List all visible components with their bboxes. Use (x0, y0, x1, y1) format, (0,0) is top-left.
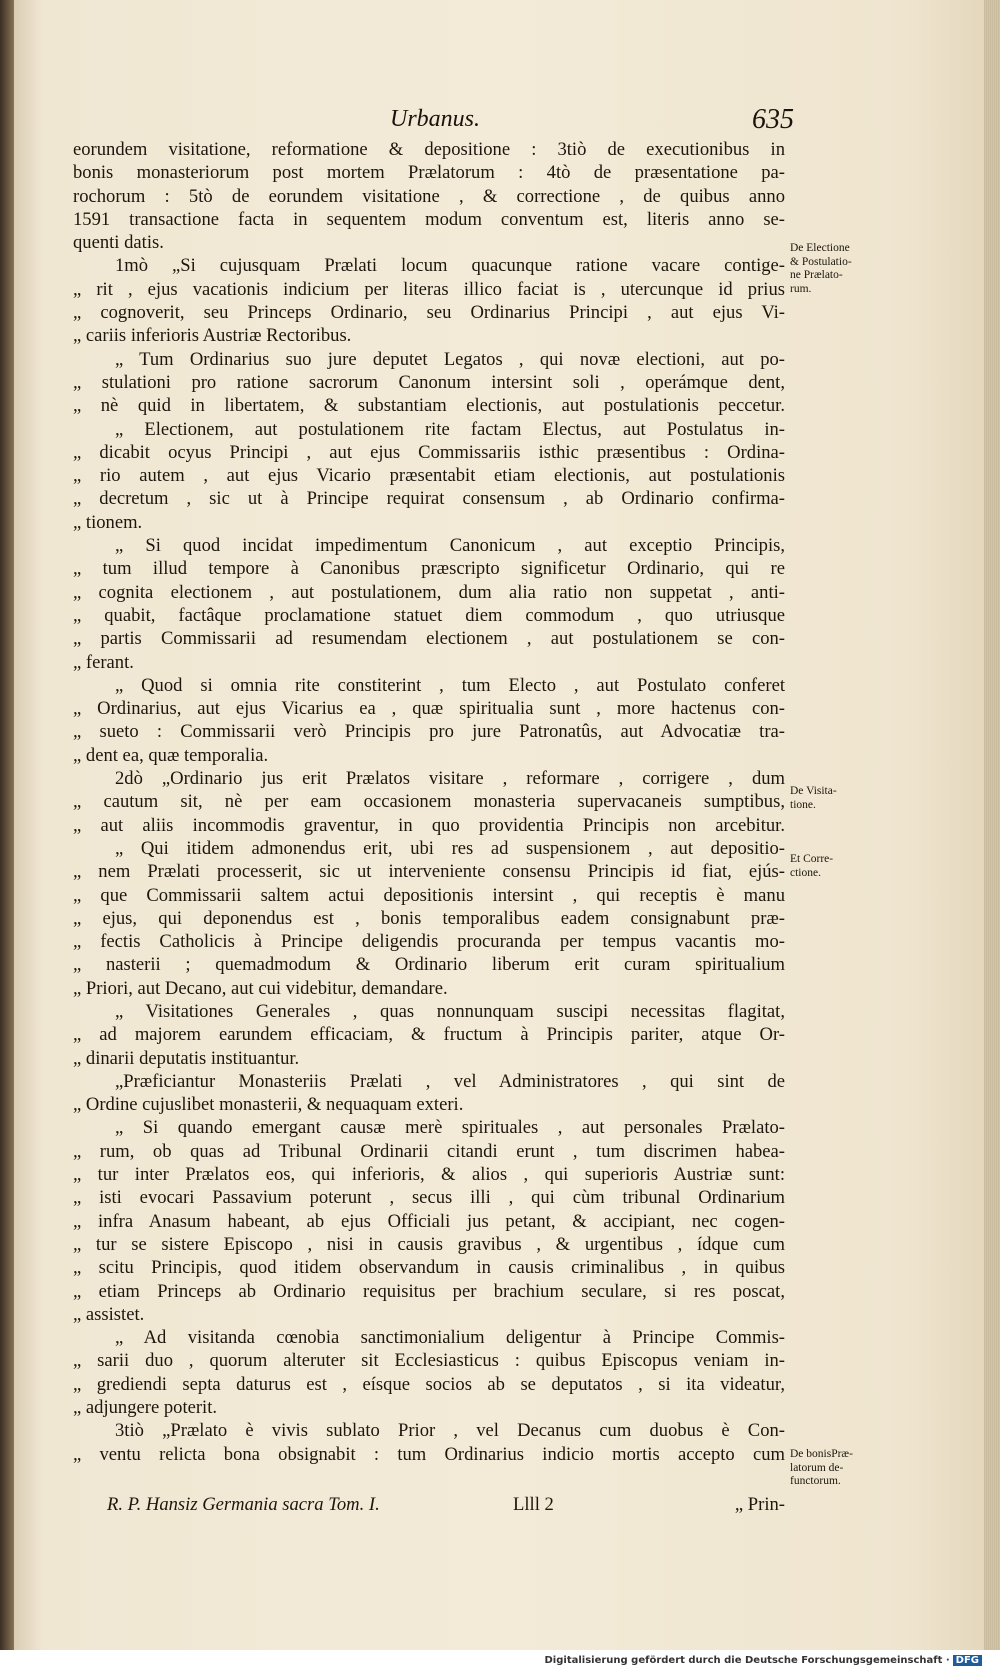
dfg-logo: DFG (953, 1655, 982, 1666)
page-edges (984, 0, 1000, 1650)
page-header (70, 104, 794, 138)
text-line: „ isti evocari Passavium poterunt , secus illi , qui cùm tribunal Ordinarium (73, 1187, 785, 1209)
text-line: „ rum, ob quas ad Tribunal Ordinarii citandi erunt , tum discrimen habea- (73, 1140, 785, 1162)
text-line: „ Ordinarius, aut ejus Vicarius ea , quæ spiritualia sunt , more hactenus con- (73, 698, 785, 720)
text-line: „ Priori, aut Decano, aut cui videbitur, demandare. (73, 977, 448, 999)
text-line: „ tur inter Prælatos eos, qui inferioris, & alios , qui superioris Austriæ sunt: (73, 1164, 785, 1186)
text-line: „ decretum , sic ut à Principe requirat consensum , ab Ordinario confirma- (73, 488, 785, 510)
text-line: 1mò „Si cujusquam Prælati locum quacunque ratione vacare contige- (115, 255, 785, 277)
notice-text: Digitalisierung gefördert durch die Deutsche Forschungsgemeinschaft · (544, 1655, 950, 1666)
marginal-line: De Electione (790, 242, 850, 254)
text-line: „ dinarii deputatis instituantur. (73, 1047, 300, 1069)
text-line: „ adjungere poterit. (73, 1397, 218, 1419)
marginal-line: ne Prælato- (790, 269, 843, 281)
signature-mark: Llll 2 (513, 1494, 554, 1515)
text-line: „ ventu relicta bona obsignabit : tum Ordinarius indicio mortis accepto cum (73, 1443, 785, 1465)
text-line: „ scitu Principis, quod itidem observandum in causis criminalibus , in quibus (73, 1257, 785, 1279)
text-line: „ Qui itidem admonendus erit, ubi res ad suspensionem , aut depositio- (115, 837, 785, 859)
text-line: „ cautum sit, nè per eam occasionem monasteria supervacaneis sumptibus, (73, 791, 785, 813)
text-line: „ ferant. (73, 651, 134, 673)
marginal-line: Et Corre- (790, 853, 834, 865)
marginal-note-correction (790, 853, 880, 880)
text-line: „ Visitationes Generales , quas nonnunquam suscipi necessitas flagitat, (115, 1000, 785, 1022)
marginal-line: rum. (790, 282, 812, 295)
marginal-line: De Visita- (790, 785, 837, 797)
text-line: „ infra Anasum habeant, ab ejus Officiali jus petant, & accipiant, nec cogen- (73, 1210, 785, 1232)
marginal-line: ctione. (790, 866, 821, 879)
marginal-note-goods (790, 1448, 880, 1489)
text-line: „ grediendi septa daturus est , eísque socios ab se deputatos , si ita videatur, (73, 1373, 785, 1395)
binding-edge (0, 0, 14, 1650)
text-line: „ assistet. (73, 1303, 145, 1325)
text-line: 3tiò „Prælato è vivis sublato Prior , vel Decanus cum duobus è Con- (115, 1420, 785, 1442)
text-line: „ Si quando emergant causæ merè spirituales , aut personales Prælato- (115, 1117, 785, 1139)
text-line: „ cognita electionem , aut postulationem, dum alia ratio non suppetat , anti- (73, 581, 785, 603)
text-line: „ Electionem, aut postulationem rite factam Electus, aut Postulatus in- (115, 418, 785, 440)
text-line: „ dent ea, quæ temporalia. (73, 744, 269, 766)
text-line: „ tionem. (73, 511, 143, 533)
text-line: 1591 transactione facta in sequentem modum conventum est, literis anno se- (73, 208, 785, 230)
marginal-note-visitation (790, 785, 880, 812)
text-line: „ aut aliis incommodis graventur, in quo providentia Principis non arcebitur. (73, 814, 785, 836)
text-line: „ nasterii ; quemadmodum & Ordinario liberum erit curam spiritualium (73, 954, 785, 976)
marginal-line: & Postulatio- (790, 255, 852, 268)
signature-title: R. P. Hansiz Germania sacra Tom. I. (107, 1494, 380, 1515)
text-line: quenti datis. (73, 232, 164, 254)
catchword: „ Prin- (734, 1494, 785, 1515)
marginal-line: De bonisPræ- (790, 1448, 853, 1460)
text-line: rochorum : 5tò de eorundem visitatione , & correctione , de quibus anno (73, 185, 785, 207)
text-line: „ sueto : Commissarii verò Principis pro jure Patronatûs, aut Advocatiæ tra- (73, 721, 785, 743)
text-line: „ fectis Catholicis à Principe deligendis procuranda per tempus vacantis mo- (73, 931, 785, 953)
body-text (73, 138, 785, 1466)
text-line: eorundem visitatione, reformatione & depositione : 3tiò de executionibus in (73, 139, 785, 160)
text-line: „ etiam Princeps ab Ordinario requisitus per brachium seculare, si res poscat, (73, 1280, 785, 1302)
text-line: „ Quod si omnia rite constiterint , tum Electo , aut Postulato conferet (115, 674, 785, 696)
marginal-line: latorum de- (790, 1461, 844, 1474)
text-line: „ ejus, qui deponendus est , bonis temporalibus eadem consignabunt præ- (73, 907, 785, 929)
text-line: „ tum illud tempore à Canonibus præscripto significetur Ordinario, qui re (73, 558, 785, 580)
text-line: „ sarii duo , quorum alteruter sit Ecclesiasticus : quibus Episcopus veniam in- (73, 1350, 785, 1372)
text-line: „ partis Commissarii ad resumendam electionem , aut postulationem se con- (73, 628, 785, 650)
text-line: „ dicabit ocyus Principi , aut ejus Commissariis isthic præsentibus : Ordina- (73, 441, 785, 463)
text-line: „ cariis inferioris Austriæ Rectoribus. (73, 325, 352, 347)
text-line: „ tur se sistere Episcopo , nisi in causis gravibus , & urgentibus , ídque cum (73, 1233, 785, 1255)
text-line: „ que Commissarii saltem actui depositionis intersint , qui receptis è manu (73, 884, 785, 906)
text-line: „ ad majorem earundem efficaciam, & fructum à Principis pariter, atque Or- (73, 1024, 785, 1046)
page-number: 635 (752, 104, 794, 135)
marginal-line: functorum. (790, 1475, 841, 1487)
text-line: „ quabit, factâque proclamatione statuet diem commodum , quo utriusque (73, 604, 785, 626)
text-line: „ Tum Ordinarius suo jure deputet Legatos , qui novæ electioni, aut po- (115, 348, 785, 370)
text-line: 2dò „Ordinario jus erit Prælatos visitare , reformare , corrigere , dum (115, 768, 785, 790)
text-line: „ stulationi pro ratione sacrorum Canonum intersint soli , operámque dent, (73, 371, 785, 393)
text-line: „ Si quod incidat impedimentum Canonicum , aut exceptio Principis, (115, 535, 785, 557)
running-title: Urbanus. (390, 106, 481, 132)
digitization-notice (545, 1655, 983, 1666)
text-line: „ nè quid in libertatem, & substantiam electionis, aut postulationis peccetur. (73, 395, 785, 417)
marginal-note-election (790, 242, 880, 296)
text-line: „ Ad visitanda cœnobia sanctimonialium deligentur à Principe Commis- (115, 1327, 785, 1349)
text-line: „ cognoverit, seu Princeps Ordinario, seu Ordinarius Principi , aut ejus Vi- (73, 302, 785, 324)
text-line: bonis monasteriorum post mortem Prælatorum : 4tò de præsentatione pa- (73, 162, 785, 184)
text-line: „ Ordine cujuslibet monasterii, & nequaquam exteri. (73, 1094, 464, 1116)
marginal-line: tione. (790, 798, 816, 811)
text-line: „Præficiantur Monasteriis Prælati , vel Administratores , qui sint de (115, 1070, 785, 1092)
text-line: „ rio autem , aut ejus Vicario præsentabit etiam electionis, aut postulationis (73, 465, 785, 487)
text-line: „ nem Prælati processerit, sic ut interveniente consensu Principis id fiat, ejús- (73, 861, 785, 883)
text-line: „ rit , ejus vacationis indicium per literas illico faciat is , utercunque id prius (73, 278, 785, 300)
